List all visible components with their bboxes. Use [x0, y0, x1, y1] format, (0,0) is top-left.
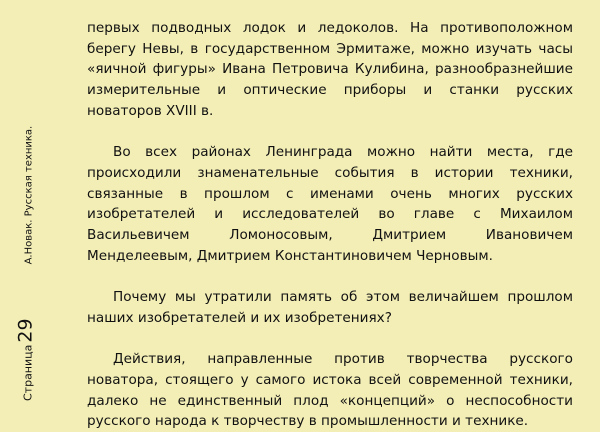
- paragraph-1: первых подводных лодок и ледоколов. На противоположном берегу Невы, в государственном Эрмитаже, можно изучать часы «яичной фигуры» Ивана Петровича Кулибина, разнообразнейшие измерительные и оптические приборы и станки русских новаторов XVIII в.: [87, 20, 573, 119]
- paragraph-4: Действия, направленные против творчества русского новатора, стоящего у самого истока всей современной техники, далеко не единственный плод «концепций» о неспособности русского народа к творчеству в промышленности и технике.: [87, 351, 573, 430]
- body-text: [87, 18, 573, 432]
- page-number: 29: [14, 318, 37, 343]
- paragraph-2: Во всех районах Ленинграда можно найти места, где происходили знаменательные события в истории техники, связанные в прошлом с именами очень многих русских изобретателей и исследователей во главе с Михаилом Васильевичем Ломоносовым, Дмитрием Ивановичем Менделеевым, Дмитрием Константиновичем Черновым.: [87, 144, 573, 264]
- page-label: Страница: [21, 344, 35, 401]
- running-head: А.Новак. Русская техника.: [23, 125, 35, 265]
- page-margin: [0, 0, 52, 423]
- paragraph-3: Почему мы утратили память об этом величайшем прошлом наших изобретателей и их изобретениях?: [87, 289, 573, 326]
- margin-caption: [14, 21, 37, 401]
